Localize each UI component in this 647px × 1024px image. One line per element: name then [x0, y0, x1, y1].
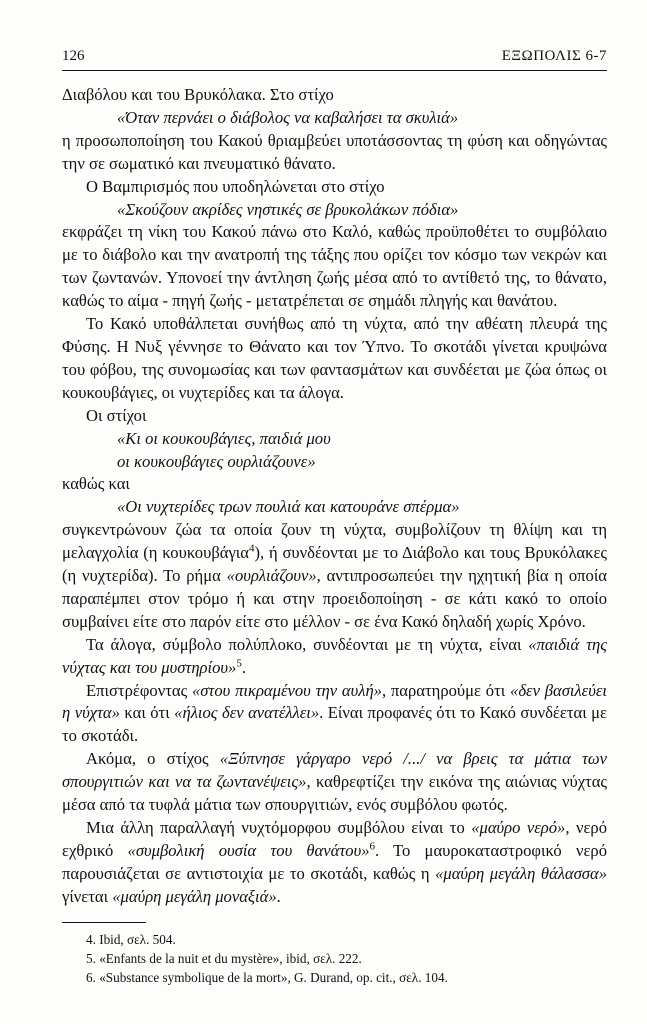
text-run: , νερό εχθρικό	[62, 818, 607, 860]
footnote-ref: 4	[248, 542, 255, 555]
text-run: συγκεντρώνουν ζώα τα οποία ζουν τη νύχτα, συμβολίζουν τη θλίψη και τη μελαγχολία (η κουκουβάγια	[62, 520, 607, 563]
paragraph	[62, 748, 607, 817]
quoted-term: «παιδιά της νύχτας και του μυστηρίου»	[62, 634, 607, 677]
paragraph	[62, 519, 607, 634]
quoted-term: «μαύρο νερό»	[471, 818, 566, 837]
quoted-term: «συμβολική ουσία του θανάτου»	[127, 840, 370, 860]
text-run: , αντιπροσωπεύει την ηχητική βία η οποία παραπέμπει στον τρόμο ή και στην προειδοποίηση - σε κάτι κακό το οποίο συμβαίνει είτε στο παρόν είτε στο μέλλον - σε ένα Κακό δηλαδή χωρίς Χρόνο.	[62, 566, 607, 631]
paragraph: Ο Βαμπιρισμός που υποδηλώνεται στο στίχο	[86, 176, 385, 196]
text-run: , καθρεφτίζει την εικόνα της αιώνιας νύχτας μέσα από τα τυφλά μάτια των σπουργιτιών, ενός συμβόλου φωτός.	[62, 772, 607, 815]
text-run: Μια άλλη παραλλαγή νυχτόμορφου συμβόλου είναι το	[86, 818, 472, 837]
footnote-divider	[62, 922, 146, 923]
text-run: .	[241, 657, 246, 677]
verse-quote: «Οι νυχτερίδες τρων πουλιά και κατουράνε σπέρμα»	[117, 497, 460, 517]
text-run: . Είναι προφανές ότι το Κακό συνδέεται με το σκοτάδι.	[62, 703, 608, 746]
body-text	[62, 84, 607, 909]
text-run: ), ή συνδέονται με το Διάβολο και τους Βρυκόλακες (η νυχτερίδα). Το ρήμα	[62, 543, 607, 586]
verse-quote: «Όταν περνάει ο διάβολος να καβαλήσει τα σκυλιά»	[117, 107, 459, 127]
paragraph	[62, 634, 607, 680]
paragraph: Οι στίχοι	[86, 405, 147, 425]
quoted-term: «ήλιος δεν ανατέλλει»	[174, 703, 320, 723]
text-run: .	[276, 886, 281, 906]
quoted-term: «μαύρη μεγάλη θάλασσα»	[435, 863, 607, 883]
verse-quote: οι κουκουβάγιες ουρλιάζουνε»	[117, 451, 316, 471]
text-run: Επιστρέφοντας	[86, 680, 192, 700]
footnotes	[86, 930, 606, 987]
paragraph: Διαβόλου και του Βρυκόλακα. Στο στίχο	[62, 85, 334, 104]
paragraph: Το Κακό υποθάλπεται συνήθως από τη νύχτα, από την αθέατη πλευρά της Φύσης. Η Νυξ γέννησε το Θάνατο και τον Ύπνο. Το σκοτάδι γίνεται κρυψώνα του φόβου, της συνομωσίας και των φαντασμάτων και συνδέεται με ζώα όπως οι κουκουβάγιες, οι νυχτερίδες και τα άλογα.	[62, 314, 607, 402]
text-run: , παρατηρούμε ότι	[381, 680, 511, 700]
quoted-term: «στου πικραμένου την αυλή»	[191, 680, 382, 700]
paragraph	[62, 680, 607, 749]
text-run: και ότι	[119, 703, 175, 723]
page-number: 126	[62, 48, 85, 64]
quoted-term: «μαύρη μεγάλη μοναξιά»	[112, 886, 277, 906]
running-title: ΕΞΩΠΟΛΙΣ 6-7	[501, 48, 607, 64]
paragraph: η προσωποποίηση του Κακού θριαμβεύει υποτάσσοντας τη φύση και οδηγώντας την σε σωματικό και πνευματικό θάνατο.	[62, 130, 607, 173]
footnote: 5. «Enfants de la nuit et du mystère», ibid, σελ. 222.	[86, 951, 362, 966]
footnote-ref: 6	[369, 840, 375, 853]
footnote: 6. «Substance symbolique de la mort», G. Durand, op. cit., σελ. 104.	[86, 970, 448, 985]
quoted-term: «δεν βασιλεύει η νύχτα»	[62, 680, 607, 723]
verse-quote: «Κι οι κουκουβάγιες, παιδιά μου	[117, 428, 331, 448]
text-run: Ακόμα, ο στίχος	[86, 749, 220, 769]
page-header	[62, 48, 607, 71]
text-run: . Το μαυροκαταστροφικό νερό παρουσιάζεται σε αντιστοιχία με το σκοτάδι, καθώς η	[62, 840, 607, 883]
text-run: Τα άλογα, σύμβολο πολύπλοκο, συνδέονται με τη νύχτα, είναι	[86, 634, 529, 654]
quoted-term: «Ξύπνησε γάργαρο νερό /.../ να βρεις τα μάτια των σπουργιτιών και να τα ζωντανέψεις»	[62, 749, 607, 792]
footnote-ref: 5	[236, 657, 242, 670]
footnote: 4. Ibid, σελ. 504.	[86, 932, 176, 947]
text-run: γίνεται	[62, 886, 113, 906]
verse-quote: «Σκούζουν ακρίδες νηστικές σε βρυκολάκων πόδια»	[117, 199, 459, 219]
quoted-term: «ουρλιάζουν»	[226, 566, 317, 586]
paragraph: εκφράζει τη νίκη του Κακού πάνω στο Καλό, καθώς προϋποθέτει το συμβόλαιο με το διάβολο και την ανατροπή της τάξης που ορίζει τον κόσμο των νεκρών και των ζωντανών. Υπονοεί την άντληση ζωής μέσα από το αντίθετό της, το θάνατο, καθώς το αίμα - πηγή ζωής - μετατρέπεται σε σημάδι πληγής και θανάτου.	[62, 222, 607, 311]
paragraph	[62, 817, 607, 909]
paragraph: καθώς και	[62, 474, 130, 494]
